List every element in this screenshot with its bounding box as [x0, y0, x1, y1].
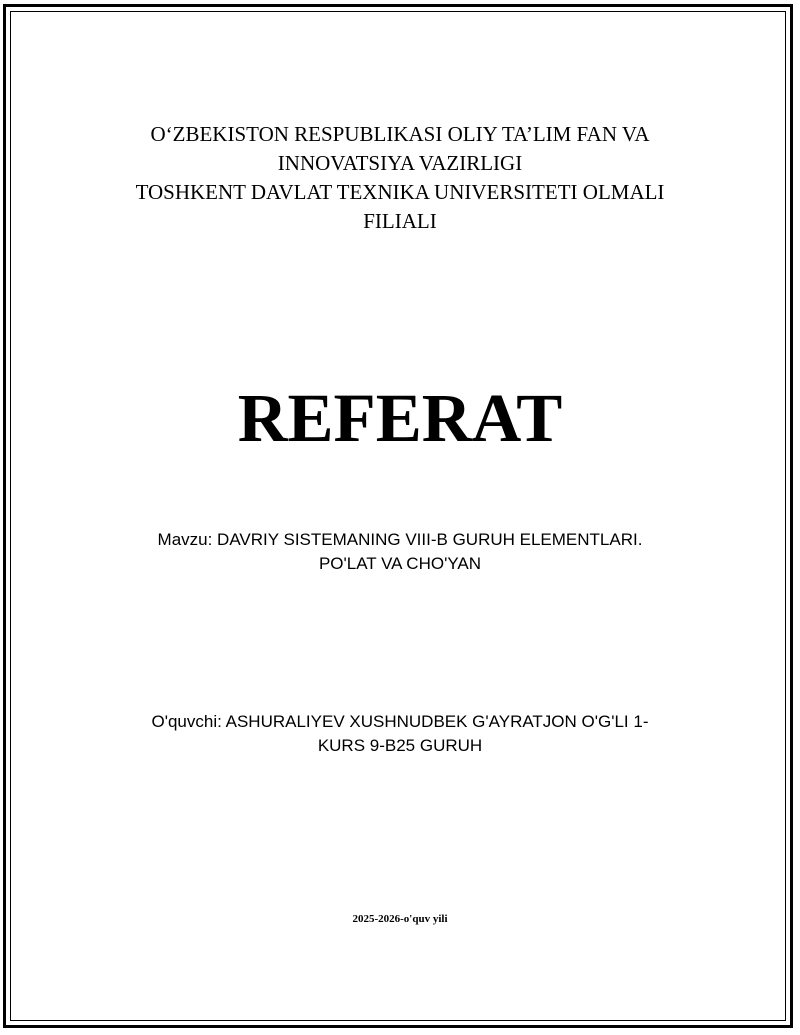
student-line-2: KURS 9-B25 GURUH	[317, 736, 483, 755]
topic-section	[0, 528, 800, 576]
topic-line-2: PO'LAT VA CHO'YAN	[318, 554, 482, 573]
ministry-line-1: O‘ZBEKISTON RESPUBLIKASI OLIY TA’LIM FAN VA	[150, 122, 650, 146]
student-line-1: O'quvchi: ASHURALIYEV XUSHNUDBEK G'AYRATJON O'G'LI 1-	[151, 712, 649, 731]
document-title: REFERAT	[237, 380, 563, 456]
topic-line-1: Mavzu: DAVRIY SISTEMANING VIII-B GURUH ELEMENTLARI.	[157, 530, 643, 549]
ministry-header	[0, 120, 800, 236]
ministry-line-2: INNOVATSIYA VAZIRLIGI	[277, 151, 523, 175]
university-line-2: FILIALI	[363, 209, 437, 233]
university-line-1: TOSHKENT DAVLAT TEXNIKA UNIVERSITETI OLMALI	[135, 180, 665, 204]
student-section	[0, 710, 800, 758]
academic-year: 2025-2026-o'quv yili	[352, 913, 448, 925]
